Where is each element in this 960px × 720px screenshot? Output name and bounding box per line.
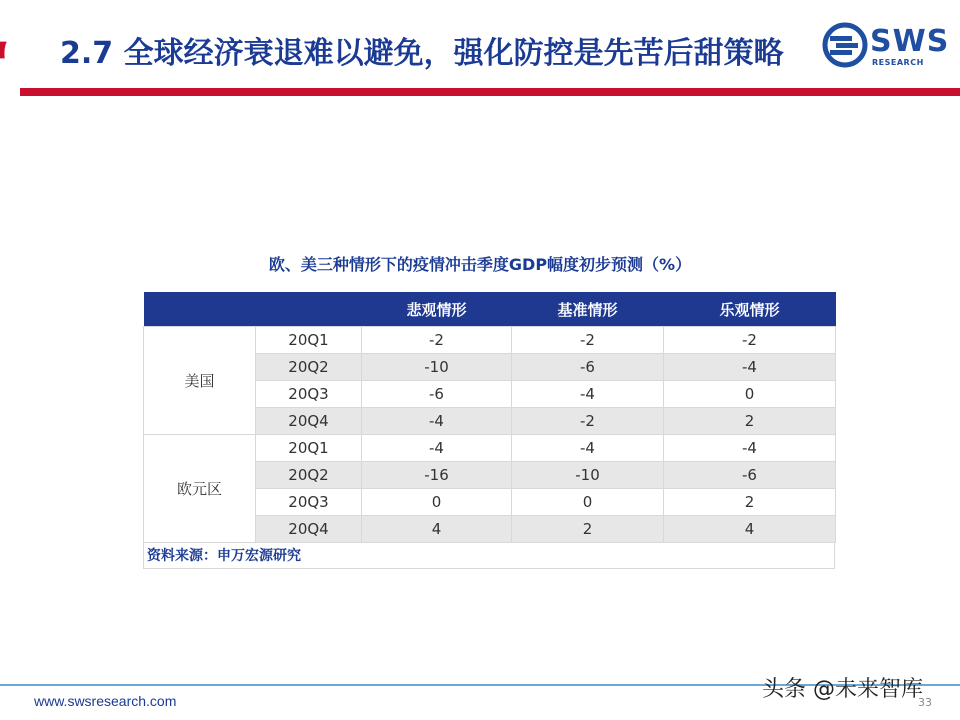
slide-header — [0, 0, 960, 100]
value-cell: 4 — [362, 516, 512, 543]
value-cell: -16 — [362, 462, 512, 489]
value-cell: -2 — [664, 327, 836, 354]
column-header — [256, 292, 362, 327]
value-cell: 2 — [512, 516, 664, 543]
quarter-cell: 20Q2 — [256, 462, 362, 489]
table-title: 欧、美三种情形下的疫情冲击季度GDP幅度初步预测（%） — [268, 255, 692, 274]
value-cell: -6 — [664, 462, 836, 489]
logo-subtext: RESEARCH — [872, 58, 924, 67]
value-cell: -10 — [362, 354, 512, 381]
value-cell: -2 — [512, 408, 664, 435]
value-cell: 0 — [512, 489, 664, 516]
value-cell: 2 — [664, 408, 836, 435]
value-cell: -4 — [512, 435, 664, 462]
value-cell: 4 — [664, 516, 836, 543]
column-header-baseline: 基准情形 — [512, 292, 664, 327]
group-label-us: 美国 — [144, 327, 256, 435]
quarter-cell: 20Q3 — [256, 489, 362, 516]
column-header-pessimistic: 悲观情形 — [362, 292, 512, 327]
value-cell: -2 — [362, 327, 512, 354]
value-cell: -10 — [512, 462, 664, 489]
logo-text: SWS — [870, 24, 950, 59]
column-header-optimistic: 乐观情形 — [664, 292, 836, 327]
header-accent — [0, 0, 10, 100]
quarter-cell: 20Q2 — [256, 354, 362, 381]
table-row — [144, 435, 836, 462]
header-divider — [20, 88, 960, 96]
value-cell: 0 — [362, 489, 512, 516]
value-cell: 2 — [664, 489, 836, 516]
value-cell: -4 — [512, 381, 664, 408]
column-header — [144, 292, 256, 327]
group-label-eurozone: 欧元区 — [144, 435, 256, 543]
footer-url-link[interactable]: www.swsresearch.com — [34, 693, 177, 709]
quarter-cell: 20Q1 — [256, 435, 362, 462]
table-header-row — [144, 292, 836, 327]
value-cell: -4 — [664, 354, 836, 381]
value-cell: -4 — [362, 408, 512, 435]
page-number: 33 — [918, 696, 932, 709]
page-title: 2.7 全球经济衰退难以避免，强化防控是先苦后甜策略 — [60, 36, 784, 71]
watermark-text: 头条 @未来智库 — [762, 677, 923, 702]
quarter-cell: 20Q4 — [256, 516, 362, 543]
value-cell: -4 — [362, 435, 512, 462]
logo-mark-icon — [822, 22, 868, 68]
sws-logo — [822, 22, 950, 78]
table-source-note: 资料来源：申万宏源研究 — [143, 543, 835, 569]
value-cell: -4 — [664, 435, 836, 462]
table-row — [144, 327, 836, 354]
quarter-cell: 20Q1 — [256, 327, 362, 354]
value-cell: -2 — [512, 327, 664, 354]
quarter-cell: 20Q4 — [256, 408, 362, 435]
value-cell: -6 — [362, 381, 512, 408]
value-cell: 0 — [664, 381, 836, 408]
gdp-forecast-table — [143, 292, 835, 569]
value-cell: -6 — [512, 354, 664, 381]
quarter-cell: 20Q3 — [256, 381, 362, 408]
